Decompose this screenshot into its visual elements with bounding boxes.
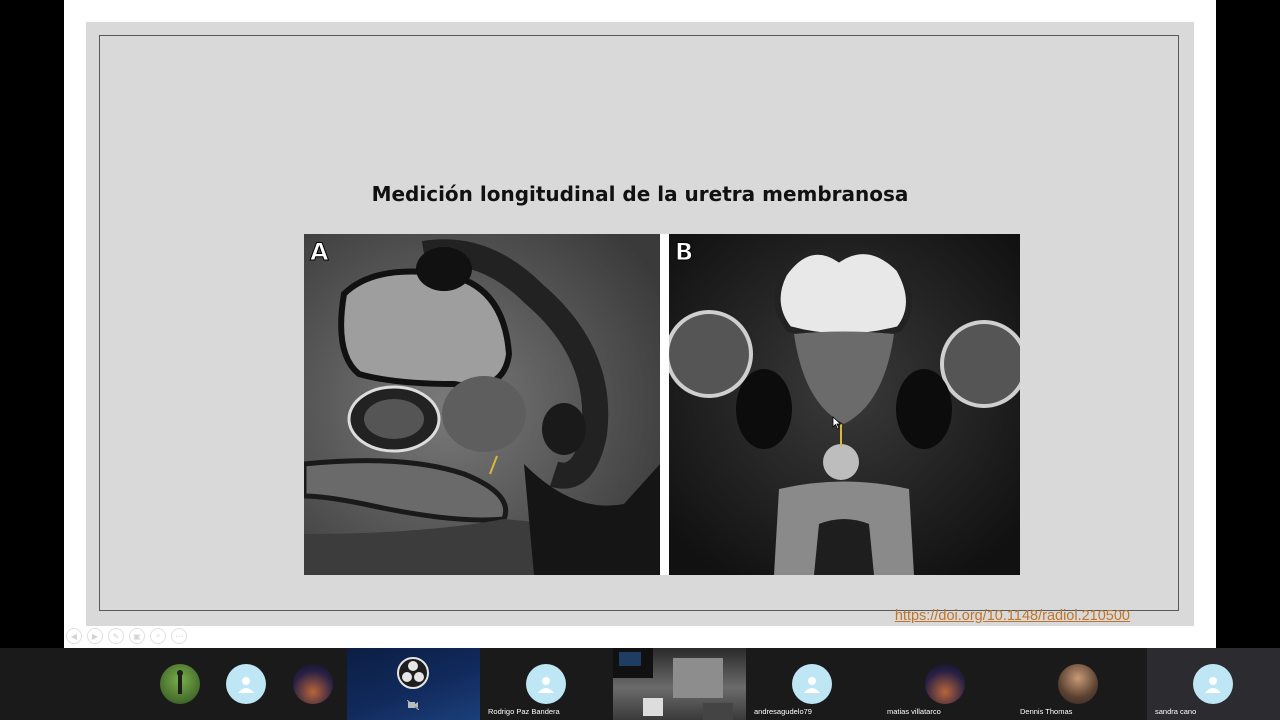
- participant-name: andresagudelo79: [754, 707, 812, 716]
- participant-filmstrip: [0, 648, 1280, 720]
- video-feed: [613, 648, 746, 720]
- participant-tile[interactable]: [213, 648, 279, 720]
- participant-name: matias villatarco: [887, 707, 941, 716]
- participant-tile[interactable]: [480, 648, 613, 720]
- participant-name: Rodrigo Paz Bandera: [488, 707, 560, 716]
- participant-tile[interactable]: [746, 648, 879, 720]
- next-slide-icon[interactable]: ▶: [87, 628, 103, 644]
- slide-title: Medición longitudinal de la uretra membranosa: [371, 182, 909, 206]
- mri-sagittal-image: [304, 234, 660, 575]
- obs-logo-icon: [396, 656, 430, 690]
- camera-off-icon: [407, 700, 419, 710]
- participant-video[interactable]: [613, 648, 746, 720]
- pen-icon[interactable]: ✎: [108, 628, 124, 644]
- participant-tile[interactable]: [1012, 648, 1145, 720]
- doi-link[interactable]: https://doi.org/10.1148/radiol.210500: [894, 608, 1130, 624]
- user-avatar-icon: [226, 664, 266, 704]
- screen-share-tile[interactable]: [347, 648, 480, 720]
- participant-tile[interactable]: [280, 648, 346, 720]
- participant-photo: [1058, 664, 1098, 704]
- mouse-cursor-icon: [832, 416, 842, 430]
- mri-figure: [304, 234, 1020, 575]
- user-avatar-icon: [526, 664, 566, 704]
- participant-tile[interactable]: [1147, 648, 1280, 720]
- participant-name: Dennis Thomas: [1020, 707, 1073, 716]
- panel-label-b: B: [675, 238, 694, 266]
- participant-name: sandra cano: [1155, 707, 1197, 716]
- user-avatar-icon: [1193, 664, 1233, 704]
- participant-tile[interactable]: [879, 648, 1012, 720]
- panel-label-a: A: [310, 238, 329, 266]
- participant-photo: [293, 664, 333, 704]
- participant-photo: [160, 664, 200, 704]
- more-options-icon[interactable]: ⋯: [171, 628, 187, 644]
- mri-coronal-image: [669, 234, 1020, 575]
- participant-photo: [925, 664, 965, 704]
- presentation-stage: [64, 0, 1216, 648]
- user-avatar-icon: [792, 664, 832, 704]
- slides-overview-icon[interactable]: ▣: [129, 628, 145, 644]
- previous-slide-icon[interactable]: ◀: [66, 628, 82, 644]
- slide-toolbar: [66, 628, 187, 644]
- slide: [86, 22, 1194, 626]
- zoom-icon[interactable]: ⌕: [150, 628, 166, 644]
- participant-tile[interactable]: [147, 648, 213, 720]
